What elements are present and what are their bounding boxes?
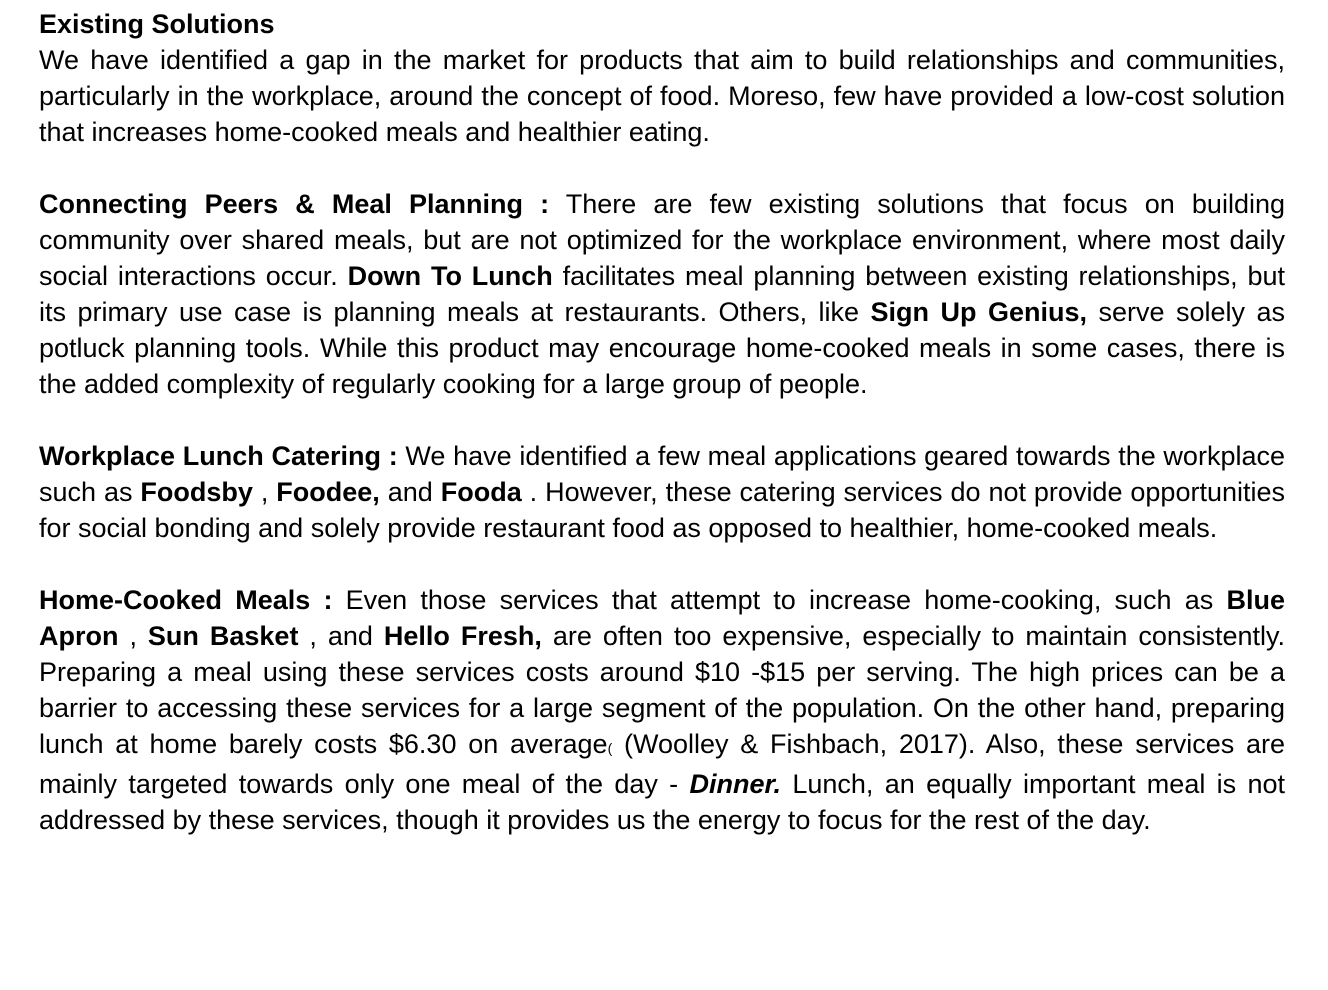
product-sun-basket: Sun Basket <box>147 621 299 651</box>
catering-text-2: , <box>252 477 277 507</box>
intro-paragraph <box>39 42 1285 150</box>
product-sign-up-genius: Sign Up Genius, <box>870 297 1088 327</box>
product-blue-apron: Blue Apron <box>39 585 1285 651</box>
product-down-to-lunch: Down To Lunch <box>347 261 553 291</box>
peers-text-3: serve solely as potluck planning tools. While this product may encourage home-cooked meals in some cases, there is the added complexity of regularly cooking for a large group of people. <box>39 297 1286 399</box>
section-heading: Existing Solutions <box>39 9 275 39</box>
intro-text: We have identified a gap in the market for products that aim to build relationships and communities, particularly in the workplace, around the concept of food. Moreso, few have provided a low-cost solution that increases home-cooked meals and healthier eating. <box>39 45 1285 147</box>
product-foodee: Foodee, <box>276 477 380 507</box>
peers-text-1: There are few existing solutions that focus on building community over shared meals, but are not optimized for the workplace environment, where most daily social interactions occur. <box>39 189 1285 291</box>
product-foodsby: Foodsby <box>140 477 253 507</box>
home-cooked-paragraph <box>39 582 1285 838</box>
peers-text-2: facilitates meal planning between existing relationships, but its primary use case is planning meals at restaurants. Others, like <box>39 261 1286 327</box>
home-text-4: are often too expensive, especially to maintain consistently. Preparing a meal using these services costs around $10 -$15 per serving. The high prices can be a barrier to accessing these services for a large segment of the population. On the other hand, preparing lunch at home barely costs $6.30 on average <box>39 621 1285 759</box>
document <box>39 6 1285 838</box>
home-text-5: (Woolley & Fishbach, 2017). Also, these services are mainly targeted towards only one meal of the day - <box>39 729 1285 799</box>
home-text-1: Even those services that attempt to increase home-cooking, such as <box>332 585 1227 615</box>
catering-text-1: We have identified a few meal applications geared towards the workplace such as <box>39 441 1285 507</box>
small-paren: ( <box>607 740 613 756</box>
catering-text-4: . However, these catering services do not provide opportunities for social bonding and solely provide restaurant food as opposed to healthier, home-cooked meals. <box>39 477 1286 543</box>
home-text-6: Lunch, an equally important meal is not addressed by these services, though it provides us the energy to focus for the rest of the day. <box>39 769 1285 835</box>
catering-paragraph <box>39 438 1285 546</box>
home-text-3: , and <box>298 621 384 651</box>
catering-label: Workplace Lunch Catering : <box>39 441 398 471</box>
dinner-emphasis: Dinner. <box>689 769 782 799</box>
home-text-2: , <box>118 621 148 651</box>
home-cooked-label: Home-Cooked Meals : <box>39 585 333 615</box>
catering-text-3: and <box>379 477 441 507</box>
product-fooda: Fooda <box>440 477 522 507</box>
peers-label: Connecting Peers & Meal Planning : <box>39 189 550 219</box>
product-hello-fresh: Hello Fresh, <box>383 621 542 651</box>
peers-paragraph <box>39 186 1285 402</box>
